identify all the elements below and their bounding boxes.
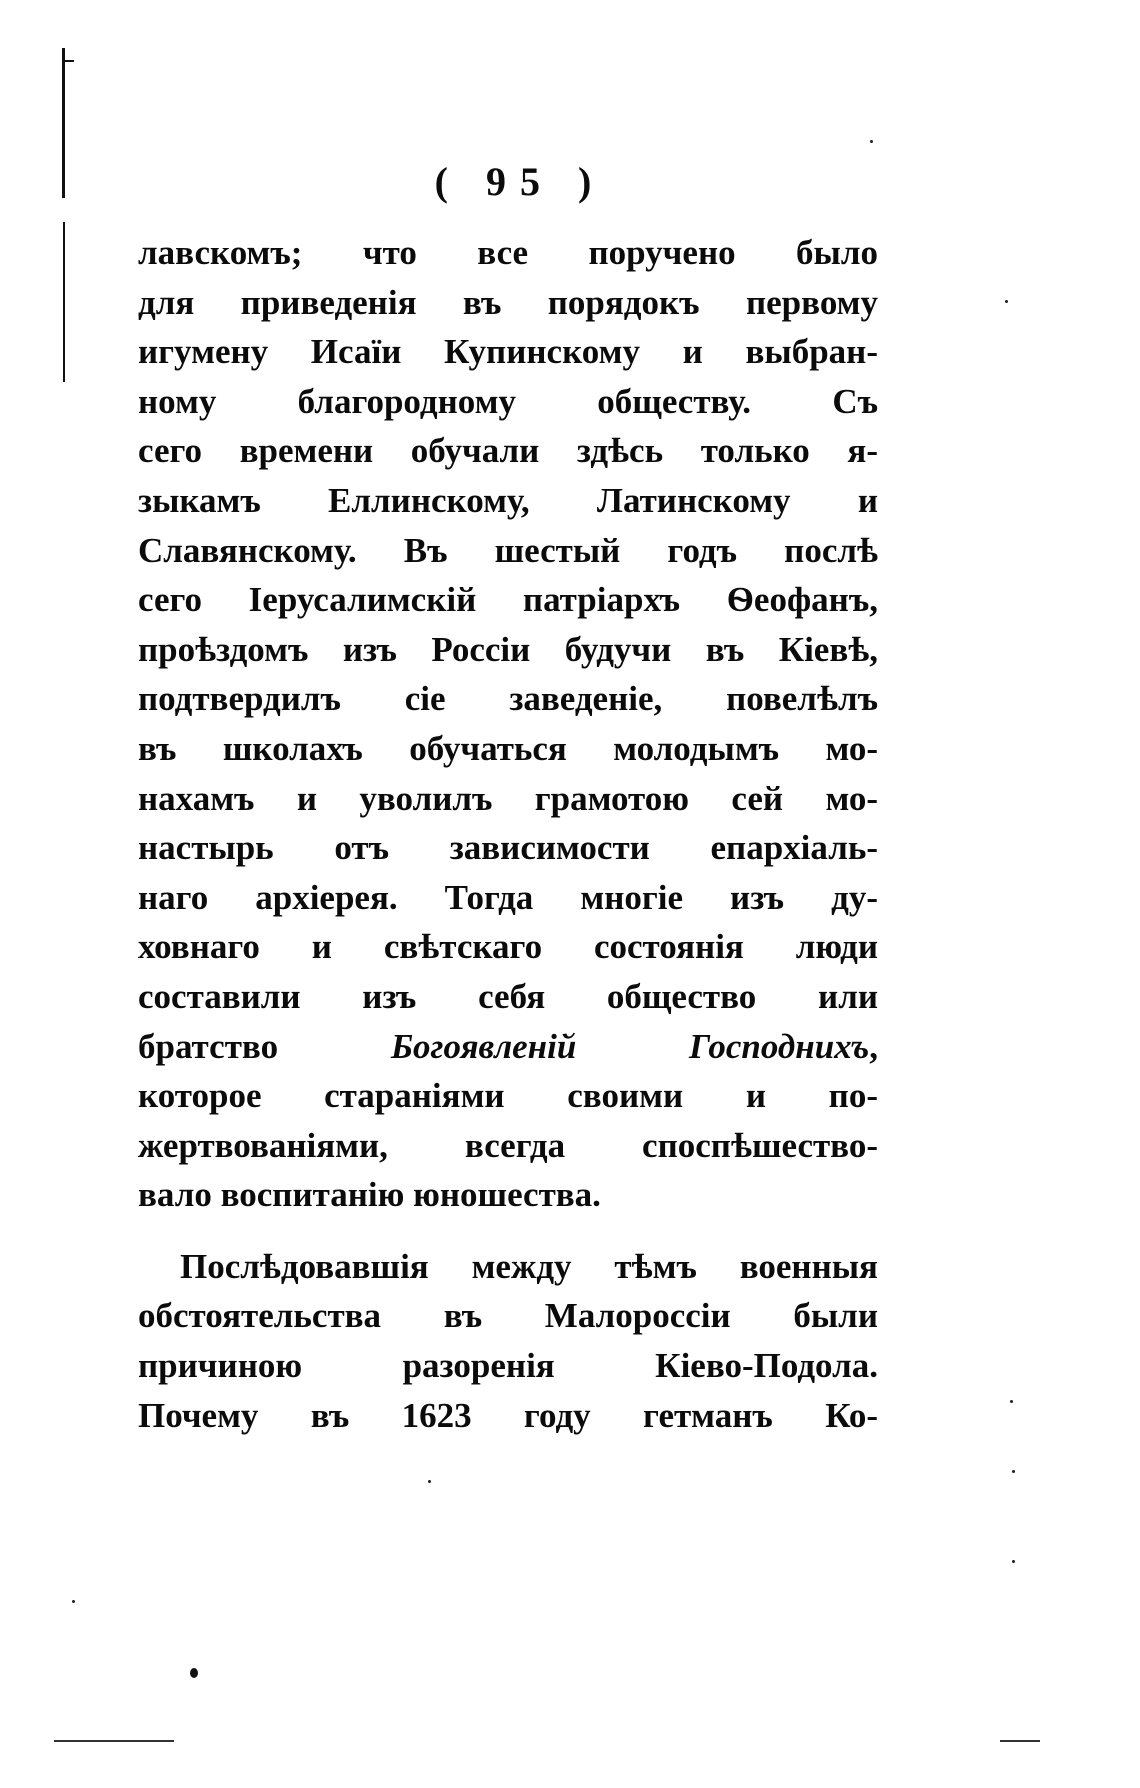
ink-blot — [190, 1668, 198, 1678]
italic-title: Богоявленій Господнихъ — [390, 1026, 870, 1066]
text-line: наго архіерея. Тогда многіе изъ ду- — [138, 877, 878, 917]
text-line: сего Іерусалимскій патріархъ Ѳеофанъ, — [138, 580, 878, 620]
text-line: обстоятельства въ Малороссіи были — [138, 1296, 878, 1336]
text-line: проѣздомъ изъ Россіи будучи въ Кіевѣ, — [138, 629, 878, 669]
scan-speck — [1005, 300, 1008, 303]
text-line: причиною разоренія Кіево-Подола. — [138, 1346, 878, 1386]
scan-speck — [1010, 1400, 1013, 1403]
text-line: подтвердилъ сіе заведеніе, повелѣлъ — [138, 679, 878, 719]
text-segment: , — [869, 1026, 878, 1066]
text-line: настырь отъ зависимости епархіаль- — [138, 828, 878, 868]
text-line: Послѣдовавшія между тѣмъ военныя — [180, 1246, 878, 1286]
text-line: лавскомъ; что все поручено было — [138, 233, 878, 272]
text-line: вало воспитанію юношества. — [138, 1175, 601, 1215]
scan-speck — [870, 140, 873, 143]
margin-rule — [63, 222, 65, 382]
margin-rule — [62, 48, 65, 198]
body-text — [138, 228, 878, 1440]
scan-speck — [428, 1480, 431, 1483]
scan-speck — [72, 1600, 75, 1603]
text-line: сего времени обучали здѣсь только я- — [138, 431, 878, 471]
text-line: нахамъ и уволилъ грамотою сей мо- — [138, 778, 878, 818]
paragraph-2 — [138, 1242, 878, 1440]
text-line: для приведенія въ порядокъ первому — [138, 282, 878, 322]
text-segment: братство — [138, 1026, 391, 1066]
text-line: ховнаго и свѣтскаго состоянія люди — [138, 927, 878, 967]
text-line: которое стараніями своими и по- — [138, 1076, 878, 1116]
text-line: игумену Исаїи Купинскому и выбран- — [138, 332, 878, 372]
paragraph-1 — [138, 228, 878, 1220]
text-line-with-italic — [138, 1022, 878, 1072]
paragraph-gap — [138, 1220, 878, 1242]
scan-artifact — [1000, 1740, 1040, 1742]
text-line: жертвованіями, всегда споспѣшество- — [138, 1125, 878, 1165]
text-line: Почему въ 1623 году гетманъ Ко- — [138, 1395, 878, 1435]
text-line: составили изъ себя общество или — [138, 976, 878, 1016]
text-line: ному благородному обществу. Съ — [138, 381, 878, 421]
text-line: зыкамъ Еллинскому, Латинскому и — [138, 480, 878, 520]
page-number: ( 95 ) — [434, 159, 606, 204]
text-line: Славянскому. Въ шестый годъ послѣ — [138, 530, 878, 570]
scan-speck — [1012, 1470, 1015, 1473]
scan-artifact — [54, 1740, 174, 1742]
scan-speck — [1012, 1560, 1015, 1563]
margin-tick — [62, 60, 74, 62]
text-line: въ школахъ обучаться молодымъ мо- — [138, 728, 878, 768]
